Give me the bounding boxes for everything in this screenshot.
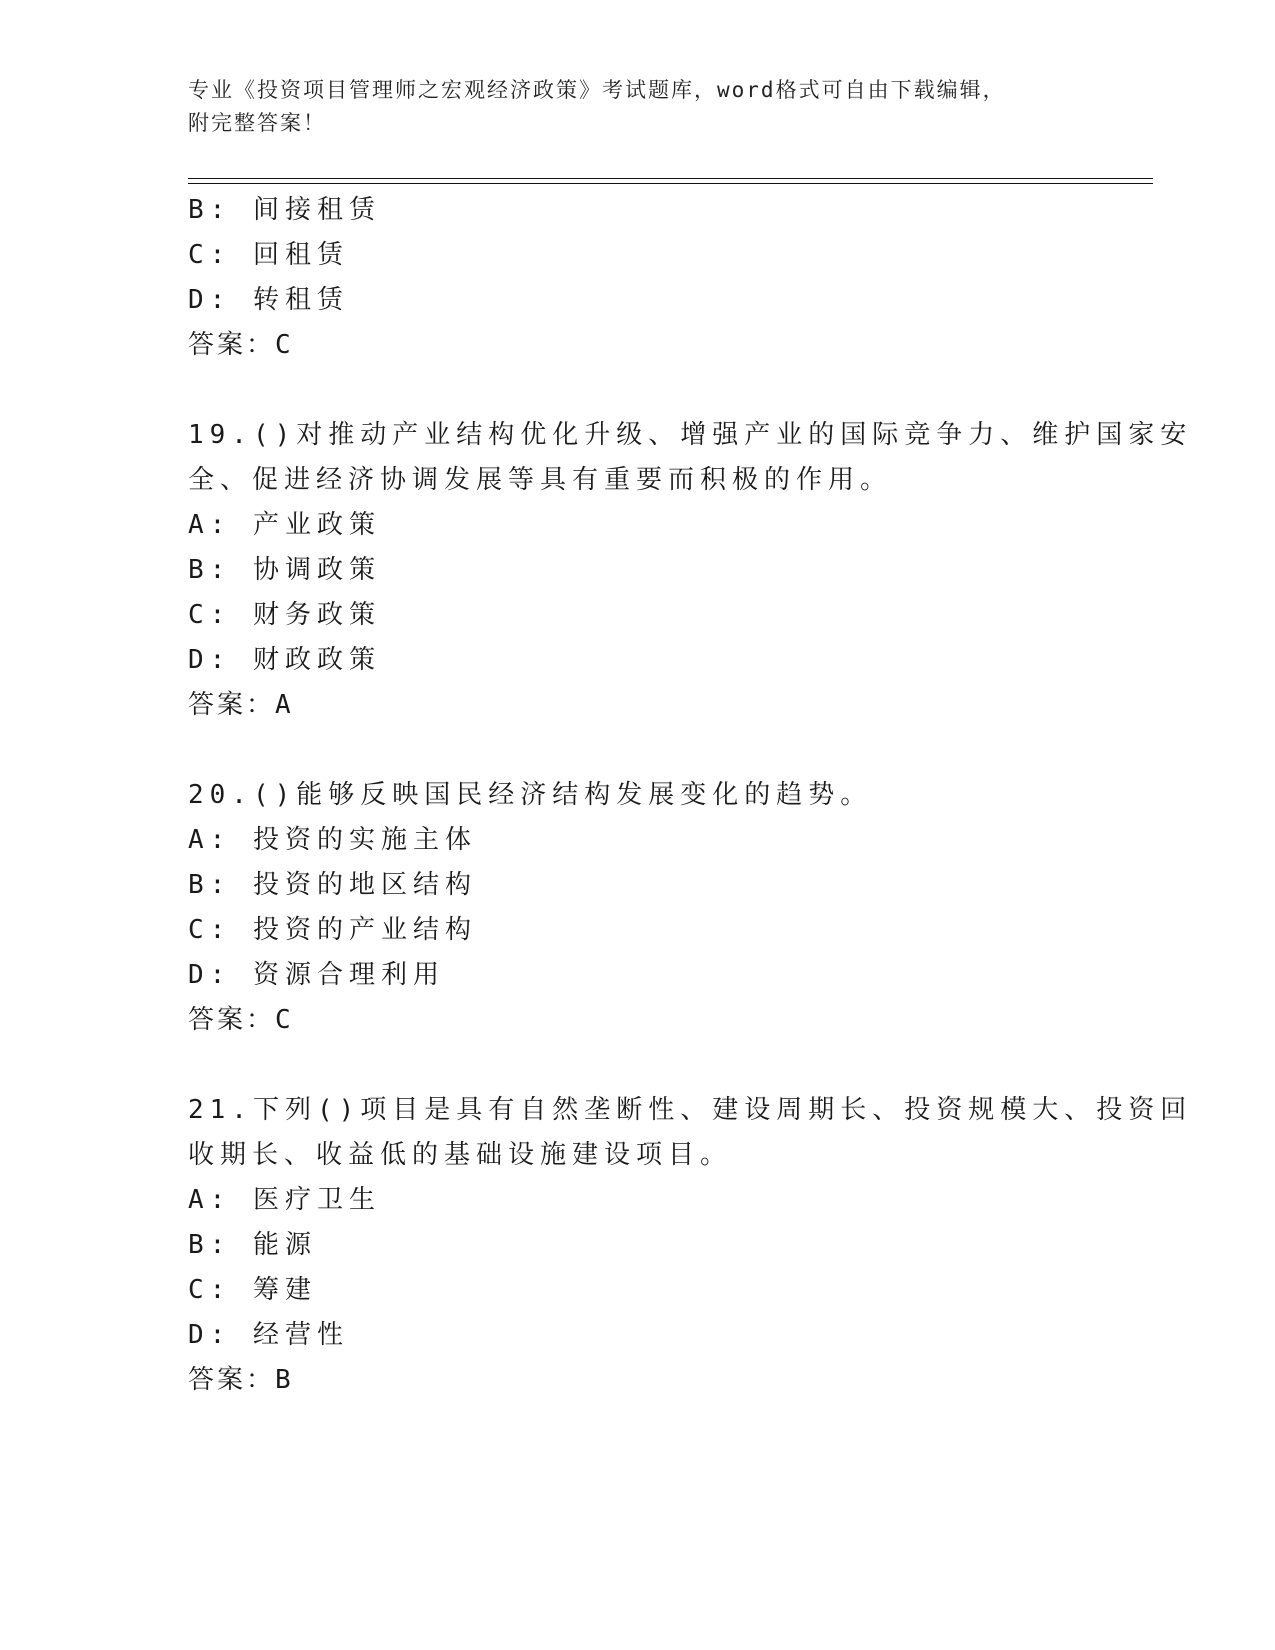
q19-answer: 答案：A bbox=[188, 690, 294, 720]
q20-option-c: C: 投资的产业结构 bbox=[188, 915, 477, 945]
q21-option-a: A: 医疗卫生 bbox=[188, 1185, 381, 1215]
header-line-1: 专业《投资项目管理师之宏观经济政策》考试题库，word格式可自由下载编辑， bbox=[188, 78, 1006, 102]
q21-option-d: D: 经营性 bbox=[188, 1320, 349, 1350]
q21-option-c: C: 筹建 bbox=[188, 1275, 317, 1305]
q18-option-d: D: 转租赁 bbox=[188, 285, 349, 315]
q20-stem-line-1: 20.()能够反映国民经济结构发展变化的趋势。 bbox=[188, 780, 873, 810]
q20-option-b: B: 投资的地区结构 bbox=[188, 870, 477, 900]
q20-option-a: A: 投资的实施主体 bbox=[188, 825, 477, 855]
q19-option-c: C: 财务政策 bbox=[188, 600, 381, 630]
document-header bbox=[188, 74, 1088, 140]
q19-stem-line-2: 全、促进经济协调发展等具有重要而积极的作用。 bbox=[188, 465, 893, 495]
q21-answer: 答案：B bbox=[188, 1365, 294, 1395]
q21-option-b: B: 能源 bbox=[188, 1230, 317, 1260]
q18-option-c: C: 回租赁 bbox=[188, 240, 349, 270]
q21-stem-line-1: 21.下列()项目是具有自然垄断性、建设周期长、投资规模大、投资回 bbox=[188, 1095, 1193, 1125]
q19-option-a: A: 产业政策 bbox=[188, 510, 381, 540]
header-line-2: 附完整答案！ bbox=[188, 111, 326, 135]
header-divider-top bbox=[188, 178, 1153, 179]
q18-option-b: B: 间接租赁 bbox=[188, 195, 381, 225]
q20-option-d: D: 资源合理利用 bbox=[188, 960, 445, 990]
q21-stem-line-2: 收期长、收益低的基础设施建设项目。 bbox=[188, 1140, 733, 1170]
q18-answer: 答案：C bbox=[188, 330, 294, 360]
q19-option-b: B: 协调政策 bbox=[188, 555, 381, 585]
header-divider-bottom bbox=[188, 183, 1153, 184]
q19-stem-line-1: 19.()对推动产业结构优化升级、增强产业的国际竞争力、维护国家安 bbox=[188, 420, 1193, 450]
q20-answer: 答案：C bbox=[188, 1005, 294, 1035]
q19-option-d: D: 财政政策 bbox=[188, 645, 381, 675]
